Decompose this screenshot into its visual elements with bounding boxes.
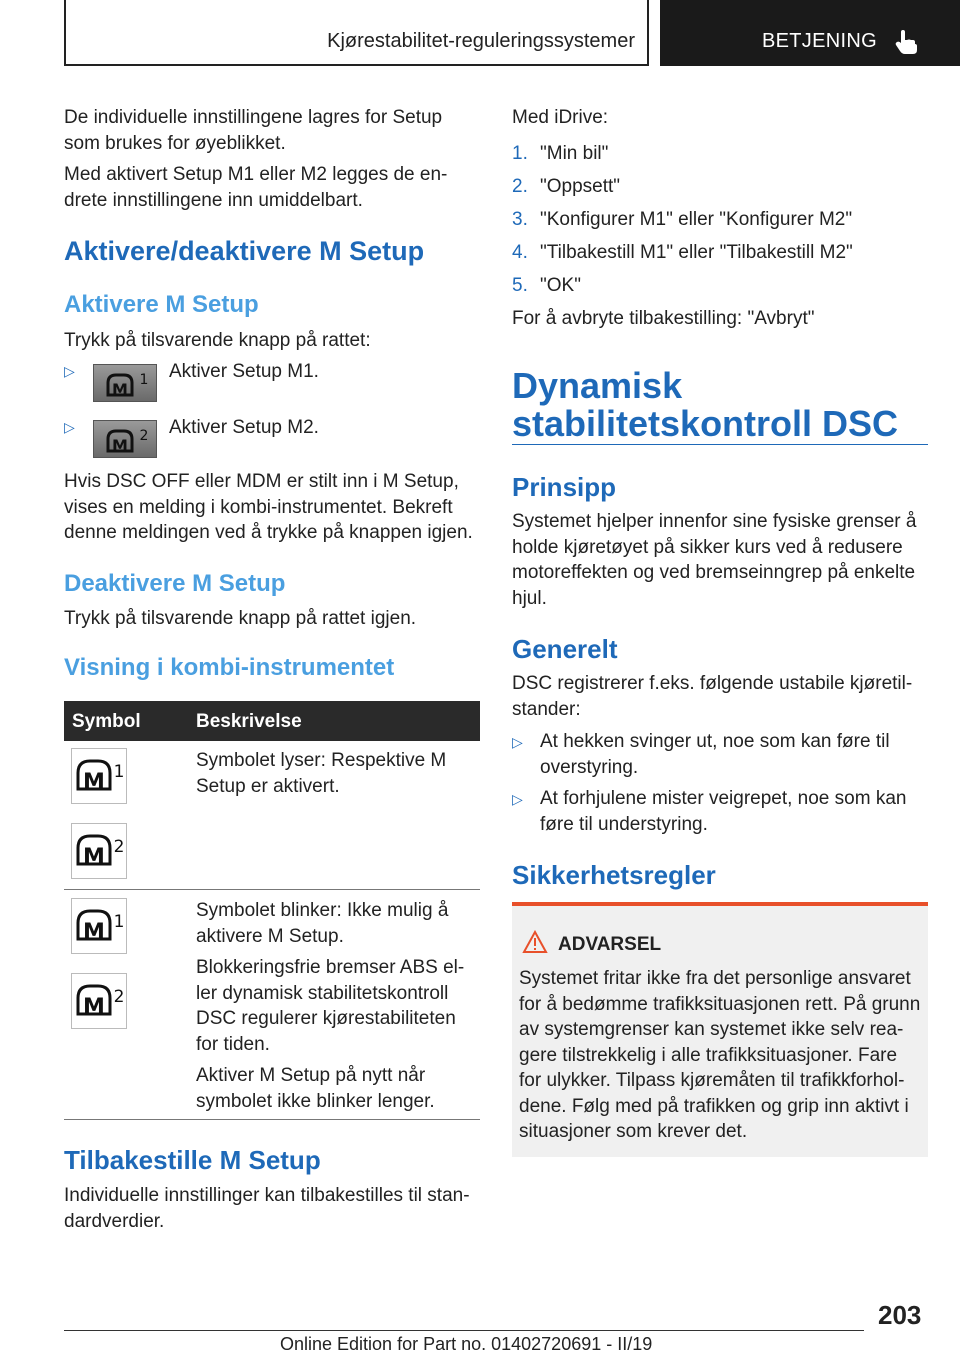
bullet-icon: ▷: [64, 419, 75, 435]
step-number: 3.: [512, 209, 528, 230]
heading-safety: Sikkerhetsregler: [512, 860, 716, 890]
col-symbol: Symbol: [72, 711, 141, 732]
general-bullet-1: At hekken svinger ut, noe som kan føre til overstyring.: [540, 731, 890, 778]
general-bullet-2: At forhjulene mister veigrepet, noe som kan føre til understyring.: [540, 788, 907, 835]
dsc-off-paragraph: Hvis DSC OFF eller MDM er stilt inn i M Setup, vises en melding i kombi-instrumentet. Bekreft denne meldingen ved å trykke på knappen igjen.: [64, 471, 473, 543]
svg-text:M: M: [112, 436, 128, 455]
row2-description-1: Symbolet blinker: Ikke mulig å aktivere M Setup.: [196, 900, 449, 947]
col-description: Beskrivelse: [196, 711, 302, 732]
principle-text: Systemet hjelper innenfor sine fysiske grenser å holde kjøretøyet på sikker kurs ved å redusere motoreffekten og ved bremseinngrep på enkelte hjul.: [512, 511, 917, 609]
warning-triangle-icon: [522, 930, 548, 954]
m1-setup-icon: [94, 365, 158, 403]
step-text: "Konfigurer M1" eller "Konfigurer M2": [540, 209, 853, 230]
pointing-hand-icon: [893, 28, 921, 56]
dsc-title-line-2: stabilitetskontroll DSC: [512, 403, 899, 444]
row1-description: Symbolet lyser: Respektive M Setup er aktivert.: [196, 750, 447, 797]
step-text: "Min bil": [540, 143, 609, 164]
warning-title: ADVARSEL: [558, 934, 662, 955]
row2-description-2: Blokkeringsfrie bremser ABS el-ler dynamisk stabilitetskontroll DSC regulerer kjørestabiliteten for tiden.: [196, 957, 465, 1055]
intro-paragraph-2: Med aktivert Setup M1 eller M2 legges de en-drete innstillingene inn umiddelbart.: [64, 164, 448, 211]
table-header: [64, 701, 480, 741]
heading-activate: Aktivere M Setup: [64, 291, 259, 318]
table-bottom-divider: [64, 1119, 480, 1120]
heading-general: Generelt: [512, 634, 618, 664]
header-section-title: Kjørestabilitet-reguleringssystemer: [327, 30, 635, 52]
step-text: "OK": [540, 275, 581, 296]
step-text: "Tilbakestill M1" eller "Tilbakestill M2": [540, 242, 853, 263]
step-number: 4.: [512, 242, 528, 263]
m2-setup-icon: [71, 973, 127, 1029]
header-chapter-box: [660, 0, 960, 66]
step-text: "Oppsett": [540, 176, 621, 197]
svg-text:1: 1: [139, 372, 149, 388]
heading-display: Visning i kombi-instrumentet: [64, 654, 395, 681]
intro-paragraph-1: De individuelle innstillingene lagres for Setup som brukes for øyeblikket.: [64, 107, 443, 154]
header-section-box: [64, 0, 649, 66]
m1-button-image: [93, 364, 157, 402]
general-text: DSC registrerer f.eks. følgende ustabile kjøretil-stander:: [512, 673, 913, 720]
svg-text:2: 2: [139, 428, 149, 444]
svg-text:1: 1: [113, 912, 125, 932]
m2-setup-icon: [94, 421, 158, 459]
svg-text:1: 1: [113, 762, 125, 782]
step-number: 1.: [512, 143, 528, 164]
m1-setup-icon: [71, 748, 127, 804]
m1-setup-icon: [71, 898, 127, 954]
svg-text:M: M: [112, 380, 128, 399]
heading-activate-deactivate: Aktivere/deaktivere M Setup: [64, 236, 425, 266]
press-button-text: Trykk på tilsvarende knapp på rattet:: [64, 330, 371, 351]
step-number: 5.: [512, 275, 528, 296]
row2-description-3: Aktiver M Setup på nytt når symbolet ikke blinker lenger.: [196, 1065, 435, 1112]
bullet-icon: ▷: [64, 363, 75, 379]
dsc-title-line-1: Dynamisk: [512, 365, 683, 406]
svg-text:2: 2: [113, 837, 125, 857]
table-row-divider: [64, 889, 480, 890]
title-rule: [512, 444, 928, 445]
page-number: 203: [878, 1300, 922, 1330]
heading-principle: Prinsipp: [512, 472, 617, 502]
bullet-icon: ▷: [512, 791, 523, 807]
header-chapter-title: BETJENING: [762, 30, 877, 52]
footer-rule: [64, 1330, 864, 1331]
step-number: 2.: [512, 176, 528, 197]
warning-box: [512, 902, 928, 1157]
warning-text: Systemet fritar ikke fra det personlige ansvaret for å bedømme trafikksituasjonen rett. På grunn av systemgrenser kan systemet ikke selv rea-gere tilstrekkelig i alle trafikksituasjoner. Fare for ulykker. Tilpass kjøremåten til trafikkforhol-dene. Følg med på trafikken og grip inn aktivt i situasjoner som krever det.: [519, 968, 921, 1142]
heading-deactivate: Deaktivere M Setup: [64, 570, 286, 597]
m2-setup-icon: [71, 823, 127, 879]
bullet-icon: ▷: [512, 734, 523, 750]
bullet-m1-text: Aktiver Setup M1.: [169, 361, 319, 382]
reset-text: Individuelle innstillinger kan tilbakestilles til stan-dardverdier.: [64, 1185, 470, 1232]
bullet-m2-text: Aktiver Setup M2.: [169, 417, 319, 438]
m2-button-image: [93, 420, 157, 458]
press-again-text: Trykk på tilsvarende knapp på rattet igjen.: [64, 608, 417, 629]
idrive-label: Med iDrive:: [512, 107, 609, 128]
cancel-text: For å avbryte tilbakestilling: "Avbryt": [512, 308, 815, 329]
footer-edition: Online Edition for Part no. 01402720691 - II/19: [280, 1334, 653, 1354]
heading-reset: Tilbakestille M Setup: [64, 1145, 321, 1175]
svg-text:2: 2: [113, 987, 125, 1007]
